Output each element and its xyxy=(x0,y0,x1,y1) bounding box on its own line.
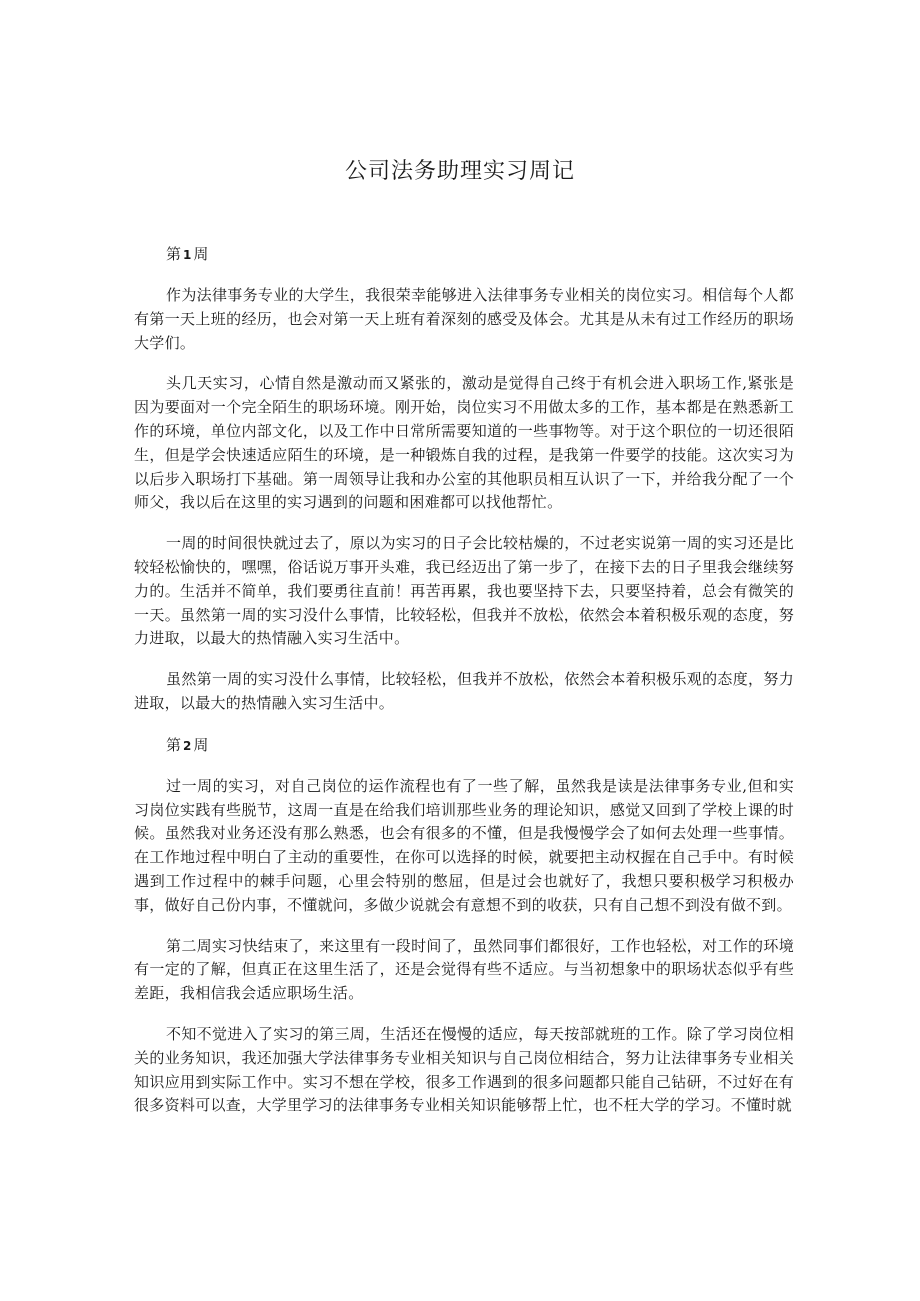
week-suffix: 周 xyxy=(193,245,209,263)
paragraph: 作为法律事务专业的大学生，我很荣幸能够进入法律事务专业相关的岗位实习。相信每个人都有第一天上班的经历，也会对第一天上班有着深刻的感受及体会。尤其是从未有过工作经历的职场大学们。 xyxy=(134,286,794,352)
paragraph: 不知不觉进入了实习的第三周，生活还在慢慢的适应，每天按部就班的工作。除了学习岗位相关的业务知识，我还加强大学法律事务专业相关知识与自己岗位相结合，努力让法律事务专业相关知识应用到实际工作中。实习不想在学校，很多工作遇到的很多问题都只能自己钻研，不过好在有很多资料可以查，大学里学习的法律事务专业相关知识能够帮上忙，也不枉大学的学习。不懂时就 xyxy=(134,1024,794,1115)
week-suffix: 周 xyxy=(193,735,209,754)
paragraph: 过一周的实习，对自己岗位的运作流程也有了一些了解，虽然我是读是法律事务专业,但和实习岗位实践有些脱节，这周一直是在给我们培训那些业务的理论知识，感觉又回到了学校上课的时候。虽然我对业务还没有那么熟悉，也会有很多的不懂，但是我慢慢学会了如何去处理一些事情。在工作地过程中明白了主动的重要性，在你可以选择的时候，就要把主动权握在自己手中。有时候遇到工作过程中的棘手问题，心里会特别的憋屈，但是过会也就好了，我想只要积极学习积极办事，做好自己份内事，不懂就问，多做少说就会有意想不到的收获，只有自己想不到没有做不到。 xyxy=(134,776,794,914)
paragraph: 虽然第一周的实习没什么事情，比较轻松，但我并不放松，依然会本着积极乐观的态度，努力进取，以最大的热情融入实习生活中。 xyxy=(134,670,794,712)
paragraph: 头几天实习，心情自然是激动而又紧张的，激动是觉得自己终于有机会进入职场工作,紧张是因为要面对一个完全陌生的职场环境。刚开始，岗位实习不用做太多的工作，基本都是在熟悉新工作的环境，单位内部文化，以及工作中日常所需要知道的一些事物等。对于这个职位的一切还很陌生，但是学会快速适应陌生的环境，是一种锻炼自我的过程，是我第一件要学的技能。这次实习为以后步入职场打下基础。第一周领导让我和办公室的其他职员相互认识了一下，并给我分配了一个师父，我以后在这里的实习遇到的问题和困难都可以找他帮忙。 xyxy=(134,374,794,512)
week-number: 1 xyxy=(183,248,192,262)
paragraph: 一周的时间很快就过去了，原以为实习的日子会比较枯燥的，不过老实说第一周的实习还是比较轻松愉快的，嘿嘿，俗话说万事开头难，我已经迈出了第一步了，在接下去的日子里我会继续努力的。生活并不简单，我们要勇往直前！再苦再累，我也要坚持下去，只要坚持着，总会有微笑的一天。虽然第一周的实习没什么事情，比较轻松，但我并不放松，依然会本着积极乐观的态度，努力进取，以最大的热情融入实习生活中。 xyxy=(134,534,794,648)
paragraph: 第二周实习快结束了，来这里有一段时间了，虽然同事们都很好，工作也轻松，对工作的环境有一定的了解，但真正在这里生活了，还是会觉得有些不适应。与当初想象中的职场状态似乎有些差距，我相信我会适应职场生活。 xyxy=(134,936,794,1003)
week-prefix: 第 xyxy=(166,245,182,263)
page-title: 公司法务助理实习周记 xyxy=(344,159,575,184)
week-prefix: 第 xyxy=(166,735,182,754)
week-heading-2 xyxy=(134,733,794,758)
document-body xyxy=(134,242,794,1135)
week-number: 2 xyxy=(183,738,192,753)
week-heading-1 xyxy=(134,242,794,267)
